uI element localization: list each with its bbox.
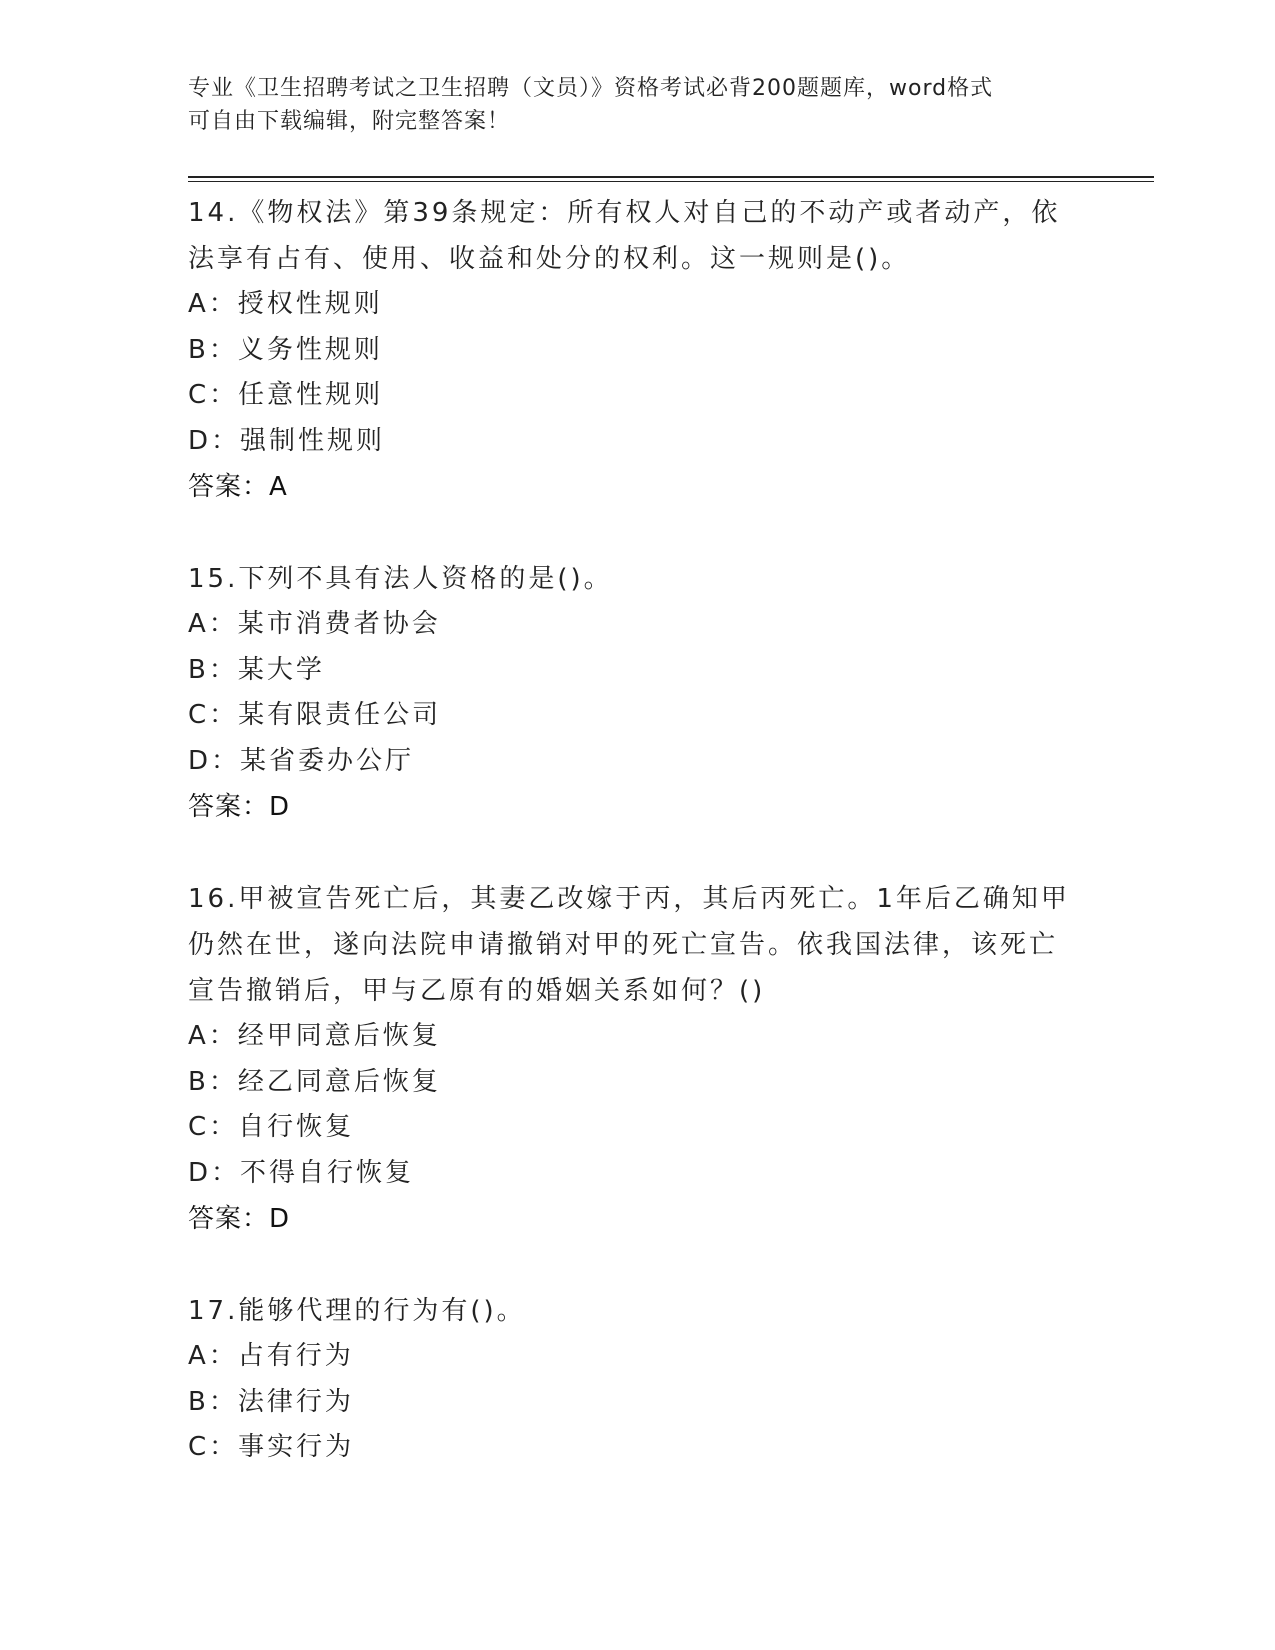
question-text-line: 仍然在世，遂向法院申请撤销对甲的死亡宣告。依我国法律，该死亡 bbox=[188, 930, 1059, 960]
option-d: D：某省委办公厅 bbox=[188, 745, 415, 776]
header-divider-thin bbox=[188, 181, 1154, 182]
header-divider-thick bbox=[188, 176, 1154, 178]
option-a: A：占有行为 bbox=[188, 1341, 354, 1371]
option-b: B：经乙同意后恢复 bbox=[188, 1066, 441, 1097]
option-c: C：任意性规则 bbox=[188, 380, 384, 410]
header-line-1: 专业《卫生招聘考试之卫生招聘（文员）》资格考试必背200题题库，word格式 bbox=[188, 76, 994, 101]
option-b: B：某大学 bbox=[188, 654, 325, 685]
question-15 bbox=[188, 556, 1088, 830]
question-list bbox=[188, 190, 1088, 1517]
answer-label: 答案：A bbox=[188, 472, 288, 502]
question-text-line: 14.《物权法》第39条规定：所有权人对自己的不动产或者动产，依 bbox=[188, 198, 1061, 228]
answer-label: 答案：D bbox=[188, 1204, 291, 1234]
option-d: D：强制性规则 bbox=[188, 425, 386, 456]
option-c: C：自行恢复 bbox=[188, 1112, 355, 1142]
question-text-line: 15.下列不具有法人资格的是()。 bbox=[188, 564, 613, 594]
answer-label: 答案：D bbox=[188, 792, 291, 822]
option-c: C：某有限责任公司 bbox=[188, 700, 442, 730]
question-14 bbox=[188, 190, 1088, 510]
option-b: B：义务性规则 bbox=[188, 334, 383, 365]
question-text-line: 17.能够代理的行为有()。 bbox=[188, 1296, 526, 1326]
document-header bbox=[188, 72, 1068, 138]
option-a: A：经甲同意后恢复 bbox=[188, 1021, 441, 1051]
option-b: B：法律行为 bbox=[188, 1386, 354, 1417]
header-line-2: 可自由下载编辑，附完整答案！ bbox=[188, 109, 511, 134]
question-text-line: 法享有占有、使用、收益和处分的权利。这一规则是()。 bbox=[188, 244, 911, 274]
option-c: C：事实行为 bbox=[188, 1432, 355, 1462]
question-17 bbox=[188, 1288, 1088, 1471]
question-text-line: 宣告撤销后，甲与乙原有的婚姻关系如何？() bbox=[188, 976, 766, 1006]
option-a: A：某市消费者协会 bbox=[188, 609, 441, 639]
question-16 bbox=[188, 876, 1088, 1242]
option-a: A：授权性规则 bbox=[188, 289, 383, 319]
option-d: D：不得自行恢复 bbox=[188, 1157, 415, 1188]
question-text-line: 16.甲被宣告死亡后，其妻乙改嫁于丙，其后丙死亡。1年后乙确知甲 bbox=[188, 884, 1070, 914]
